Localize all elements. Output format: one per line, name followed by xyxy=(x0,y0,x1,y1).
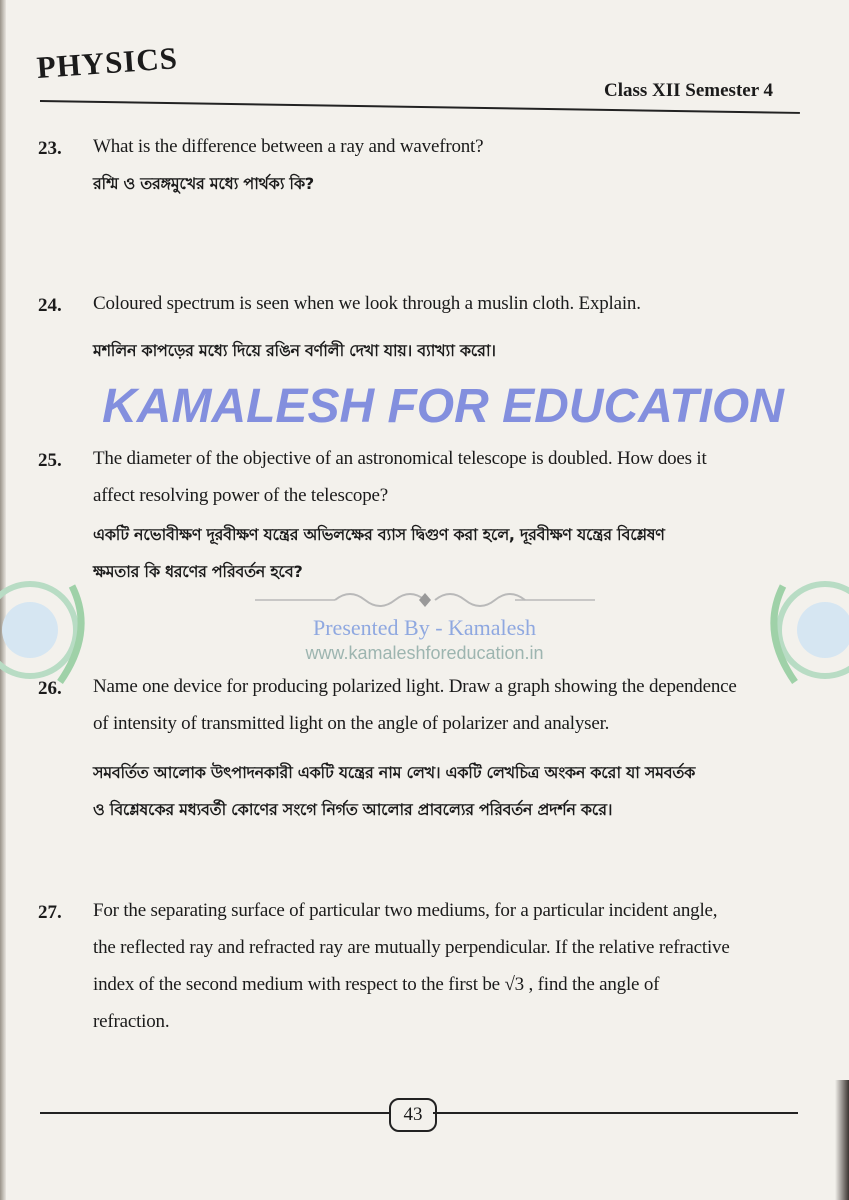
question-23 xyxy=(38,128,793,285)
question-27 xyxy=(38,892,793,1040)
question-bengali: রশ্মি ও তরঙ্গমুখের মধ্যে পার্থক্য কি? xyxy=(93,174,314,193)
question-bengali: একটি নভোবীক্ষণ দূরবীক্ষণ যন্ত্রের অভিলক্ষের ব্যাস দ্বিগুণ করা হলে, দূরবীক্ষণ যন্ত্রের বিশ্লেষণ xyxy=(93,525,665,544)
question-25 xyxy=(38,440,793,668)
footer-rule-right xyxy=(433,1112,798,1114)
question-26 xyxy=(38,668,793,892)
question-number: 27. xyxy=(38,902,62,923)
footer-rule-left xyxy=(40,1112,390,1114)
question-english: refraction. xyxy=(93,1011,170,1032)
watermark-presented-by: Presented By - Kamalesh xyxy=(313,615,536,640)
ornament-divider xyxy=(255,590,595,610)
question-english: index of the second medium with respect to the first be √3 , find the angle of xyxy=(93,974,660,995)
question-english: affect resolving power of the telescope? xyxy=(93,485,388,506)
question-number: 26. xyxy=(38,678,62,699)
question-bengali: সমবর্তিত আলোক উৎপাদনকারী একটি যন্ত্রের নাম লেখ। একটি লেখচিত্র অংকন করো যা সমবর্তক xyxy=(93,763,695,782)
question-english: Name one device for producing polarized light. Draw a graph showing the dependence xyxy=(93,676,737,697)
question-english: What is the difference between a ray and wavefront? xyxy=(93,136,484,157)
question-english: the reflected ray and refracted ray are mutually perpendicular. If the relative refractive xyxy=(93,937,730,958)
question-24 xyxy=(38,285,793,440)
question-english: of intensity of transmitted light on the angle of polarizer and analyser. xyxy=(93,713,610,734)
question-english: Coloured spectrum is seen when we look through a muslin cloth. Explain. xyxy=(93,293,641,314)
question-bengali: ক্ষমতার কি ধরণের পরিবর্তন হবে? xyxy=(93,562,303,581)
watermark-block xyxy=(0,590,849,665)
page-corner-shadow xyxy=(835,1080,849,1200)
question-bengali: ও বিশ্লেষকের মধ্যবর্তী কোণের সংগে নির্গত আলোর প্রাবল্যের পরিবর্তন প্রদর্শন করে। xyxy=(93,800,613,819)
question-english: For the separating surface of particular two mediums, for a particular incident angle, xyxy=(93,900,718,921)
page-number: 43 xyxy=(389,1098,437,1132)
question-number: 23. xyxy=(38,138,62,159)
question-number: 25. xyxy=(38,450,62,471)
watermark-logo-left xyxy=(0,570,95,690)
question-number: 24. xyxy=(38,295,62,316)
header-rule xyxy=(40,100,800,114)
question-bengali: মশলিন কাপড়ের মধ্যে দিয়ে রঙিন বর্ণালী দেখা যায়। ব্যাখ্যা করো। xyxy=(93,341,496,360)
watermark-url[interactable]: www.kamaleshforeducation.in xyxy=(305,643,544,663)
watermark-title: KAMALESH FOR EDUCATION xyxy=(102,380,784,433)
class-label: Class XII Semester 4 xyxy=(604,80,774,101)
question-list xyxy=(38,128,793,1040)
subject-title: PHYSICS xyxy=(35,40,179,86)
question-english: The diameter of the objective of an astronomical telescope is doubled. How does it xyxy=(93,448,707,469)
